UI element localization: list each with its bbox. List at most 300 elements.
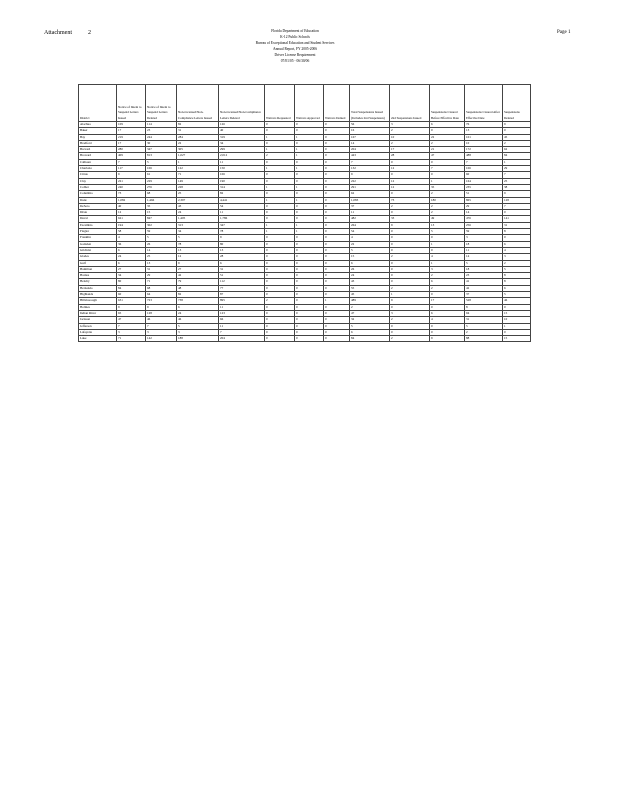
value-cell: 0: [265, 336, 295, 342]
value-cell: 0: [390, 159, 430, 165]
value-cell: 0: [503, 304, 531, 310]
value-cell: 621: [117, 216, 146, 222]
value-cell: 6: [219, 260, 265, 266]
value-cell: 0: [295, 140, 324, 146]
value-cell: 0: [295, 122, 324, 128]
value-cell: 1: [295, 222, 324, 228]
value-cell: 12: [117, 210, 146, 216]
value-cell: 0: [324, 310, 350, 316]
value-cell: 0: [503, 210, 531, 216]
value-cell: 528: [465, 298, 503, 304]
value-cell: 17: [117, 128, 146, 134]
value-cell: 46: [177, 317, 219, 323]
value-cell: 0: [390, 304, 430, 310]
value-cell: 2: [390, 285, 430, 291]
attachment-label: Attachment 2: [44, 30, 91, 36]
value-cell: 0: [265, 172, 295, 178]
district-cell: DeSoto: [79, 203, 117, 209]
district-cell: Hillsborough: [79, 298, 117, 304]
value-cell: 9: [430, 336, 465, 342]
value-cell: 0: [430, 247, 465, 253]
report-header: [220, 29, 370, 64]
value-cell: 106: [219, 172, 265, 178]
value-cell: 56: [350, 122, 390, 128]
value-cell: 23: [465, 273, 503, 279]
value-cell: 150: [219, 166, 265, 172]
value-cell: 188: [177, 336, 219, 342]
value-cell: 27: [177, 266, 219, 272]
value-cell: 2,012: [219, 153, 265, 159]
value-cell: 2: [390, 203, 430, 209]
district-cell: Jefferson: [79, 323, 117, 329]
value-cell: 58: [117, 229, 146, 235]
value-cell: 0: [324, 285, 350, 291]
value-cell: 0: [390, 191, 430, 197]
value-cell: 0: [295, 159, 324, 165]
value-cell: 0: [430, 292, 465, 298]
value-cell: 2: [430, 203, 465, 209]
value-cell: 22: [177, 140, 219, 146]
value-cell: 3: [390, 310, 430, 316]
value-cell: 164: [465, 178, 503, 184]
value-cell: 0: [265, 247, 295, 253]
district-cell: Indian River: [79, 310, 117, 316]
value-cell: 123: [219, 310, 265, 316]
value-cell: 10: [390, 134, 430, 140]
value-cell: 45: [503, 134, 531, 140]
district-cell: Hamilton: [79, 266, 117, 272]
value-cell: 0: [265, 279, 295, 285]
value-cell: 276: [146, 184, 177, 190]
value-cell: 1: [295, 184, 324, 190]
header-row: [79, 85, 531, 122]
value-cell: 1: [430, 178, 465, 184]
value-cell: 24: [177, 310, 219, 316]
district-cell: Collier: [79, 184, 117, 190]
district-cell: Broward: [79, 153, 117, 159]
value-cell: 15: [503, 310, 531, 316]
value-cell: 47: [117, 317, 146, 323]
value-cell: 46: [146, 317, 177, 323]
value-cell: 0: [390, 266, 430, 272]
value-cell: 2: [430, 273, 465, 279]
value-cell: 0: [503, 128, 531, 134]
value-cell: 0: [324, 147, 350, 153]
value-cell: 6: [350, 260, 390, 266]
value-cell: 29: [465, 203, 503, 209]
value-cell: 3: [430, 266, 465, 272]
value-cell: 0: [295, 172, 324, 178]
value-cell: 7: [219, 329, 265, 335]
value-cell: 4: [350, 235, 390, 241]
district-cell: Columbia: [79, 191, 117, 197]
value-cell: 443: [350, 153, 390, 159]
value-cell: 141: [503, 216, 531, 222]
value-cell: 1: [324, 298, 350, 304]
value-cell: 9: [503, 122, 531, 128]
value-cell: 0: [503, 329, 531, 335]
district-cell: Clay: [79, 178, 117, 184]
value-cell: 29: [146, 273, 177, 279]
value-cell: 264: [350, 222, 390, 228]
value-cell: 0: [390, 235, 430, 241]
value-cell: 0: [295, 235, 324, 241]
district-cell: Gadsden: [79, 241, 117, 247]
value-cell: 24: [117, 254, 146, 260]
value-cell: 0: [295, 329, 324, 335]
value-cell: 54: [219, 203, 265, 209]
value-cell: 0: [324, 184, 350, 190]
column-header: Suspensions Cleared After Effective Date: [465, 85, 503, 122]
value-cell: 16: [350, 128, 390, 134]
value-cell: 738: [177, 298, 219, 304]
value-cell: 87: [219, 292, 265, 298]
value-cell: 5: [146, 235, 177, 241]
value-cell: 219: [117, 134, 146, 140]
value-cell: 5: [465, 260, 503, 266]
value-cell: 9: [390, 298, 430, 304]
value-cell: 0: [295, 210, 324, 216]
value-cell: 0: [390, 279, 430, 285]
value-cell: 82: [177, 292, 219, 298]
value-cell: 6: [503, 285, 531, 291]
value-cell: 48: [177, 285, 219, 291]
district-cell: Duval: [79, 216, 117, 222]
value-cell: 24: [177, 210, 219, 216]
value-cell: 0: [295, 178, 324, 184]
value-cell: 0: [265, 241, 295, 247]
value-cell: 8: [503, 229, 531, 235]
value-cell: 43: [177, 203, 219, 209]
value-cell: 2: [503, 260, 531, 266]
value-cell: 1,083: [350, 197, 390, 203]
value-cell: 36: [117, 241, 146, 247]
value-cell: 3: [117, 329, 146, 335]
value-cell: 0: [430, 159, 465, 165]
value-cell: 35: [430, 184, 465, 190]
value-cell: 1,405: [177, 216, 219, 222]
value-cell: 0: [324, 122, 350, 128]
value-cell: 865: [465, 197, 503, 203]
value-cell: 41: [465, 279, 503, 285]
value-cell: 35: [146, 203, 177, 209]
page-number: Page 1: [557, 30, 571, 35]
value-cell: 1: [295, 166, 324, 172]
value-cell: 34: [219, 140, 265, 146]
value-cell: 0: [324, 134, 350, 140]
district-cell: Bradford: [79, 140, 117, 146]
value-cell: 0: [390, 172, 430, 178]
value-cell: 54: [350, 229, 390, 235]
value-cell: 1,082: [117, 197, 146, 203]
value-cell: 2: [265, 298, 295, 304]
column-header: Total Suspensions Issued (Includes 2nd Suspension): [350, 85, 390, 122]
column-header: 2nd Suspensions Issued: [390, 85, 430, 122]
value-cell: 9: [390, 222, 430, 228]
value-cell: 71: [146, 279, 177, 285]
value-cell: 10: [465, 140, 503, 146]
value-cell: 2: [465, 329, 503, 335]
value-cell: 126: [219, 122, 265, 128]
report-table: [78, 84, 531, 342]
value-cell: 204: [219, 336, 265, 342]
value-cell: 132: [350, 166, 390, 172]
value-cell: 40: [219, 128, 265, 134]
value-cell: 5: [146, 159, 177, 165]
district-cell: Bay: [79, 134, 117, 140]
value-cell: 25: [503, 178, 531, 184]
value-cell: 42: [177, 273, 219, 279]
value-cell: 895: [219, 298, 265, 304]
value-cell: 101: [465, 134, 503, 140]
value-cell: 5: [177, 235, 219, 241]
value-cell: 0: [265, 329, 295, 335]
value-cell: 6: [430, 279, 465, 285]
value-cell: 0: [265, 266, 295, 272]
value-cell: 0: [295, 254, 324, 260]
value-cell: 7: [465, 159, 503, 165]
header-line: Bureau of Exceptional Education and Student Services: [255, 40, 335, 45]
value-cell: 240: [117, 184, 146, 190]
value-cell: 0: [324, 172, 350, 178]
value-cell: 1: [503, 323, 531, 329]
value-cell: 222: [350, 178, 390, 184]
column-header: Waivers Approved: [295, 85, 324, 122]
value-cell: 6: [503, 241, 531, 247]
value-cell: 22: [350, 241, 390, 247]
value-cell: 1: [295, 197, 324, 203]
value-cell: 1: [295, 134, 324, 140]
value-cell: 0: [295, 323, 324, 329]
value-cell: 0: [265, 140, 295, 146]
value-cell: 813: [146, 153, 177, 159]
value-cell: 1: [430, 260, 465, 266]
value-cell: 122: [177, 166, 219, 172]
value-cell: 15: [146, 210, 177, 216]
value-cell: 13: [465, 128, 503, 134]
value-cell: 0: [324, 229, 350, 235]
value-cell: 5: [430, 229, 465, 235]
value-cell: 25: [146, 254, 177, 260]
value-cell: 1: [265, 134, 295, 140]
value-cell: 4: [117, 235, 146, 241]
value-cell: 0: [295, 292, 324, 298]
value-cell: 2: [265, 153, 295, 159]
value-cell: 5: [503, 266, 531, 272]
value-cell: 7: [350, 159, 390, 165]
district-cell: Flagler: [79, 229, 117, 235]
value-cell: 0: [324, 260, 350, 266]
value-cell: 2: [430, 210, 465, 216]
value-cell: 0: [295, 317, 324, 323]
value-cell: 0: [324, 216, 350, 222]
value-cell: 12: [390, 178, 430, 184]
value-cell: 1: [177, 159, 219, 165]
value-cell: 0: [324, 329, 350, 335]
value-cell: 0: [390, 210, 430, 216]
value-cell: 0: [324, 203, 350, 209]
value-cell: 489: [350, 298, 390, 304]
district-cell: Escambia: [79, 222, 117, 228]
value-cell: 0: [295, 260, 324, 266]
value-cell: 0: [265, 128, 295, 134]
value-cell: 71: [117, 336, 146, 342]
district-cell: Glades: [79, 254, 117, 260]
value-cell: 142: [146, 336, 177, 342]
value-cell: 305: [177, 147, 219, 153]
value-cell: 82: [177, 122, 219, 128]
value-cell: 280: [117, 147, 146, 153]
value-cell: 347: [146, 147, 177, 153]
district-cell: Gulf: [79, 260, 117, 266]
value-cell: 0: [265, 254, 295, 260]
value-cell: 49: [430, 216, 465, 222]
value-cell: 0: [324, 197, 350, 203]
district-cell: Hardee: [79, 273, 117, 279]
value-cell: 0: [324, 166, 350, 172]
district-cell: Jackson: [79, 317, 117, 323]
value-cell: 2: [390, 336, 430, 342]
value-cell: 0: [295, 241, 324, 247]
value-cell: 10: [503, 317, 531, 323]
value-cell: 61: [146, 172, 177, 178]
value-cell: 45: [350, 292, 390, 298]
value-cell: 291: [350, 184, 390, 190]
value-cell: 2: [430, 191, 465, 197]
value-cell: 0: [295, 216, 324, 222]
value-cell: 21: [430, 147, 465, 153]
value-cell: 1: [430, 241, 465, 247]
value-cell: 6: [117, 260, 146, 266]
value-cell: 190: [219, 178, 265, 184]
value-cell: 13: [219, 247, 265, 253]
value-cell: 0: [324, 222, 350, 228]
column-header: Non-Licensed/Non-Compliance Letters Issued: [177, 85, 219, 122]
value-cell: 0: [430, 304, 465, 310]
value-cell: 2: [430, 140, 465, 146]
value-cell: 2: [390, 140, 430, 146]
value-cell: 723: [146, 298, 177, 304]
value-cell: 0: [295, 128, 324, 134]
value-cell: 7: [430, 166, 465, 172]
value-cell: 13: [146, 260, 177, 266]
value-cell: 4: [503, 247, 531, 253]
value-cell: 12: [390, 184, 430, 190]
district-cell: Citrus: [79, 172, 117, 178]
value-cell: 0: [265, 317, 295, 323]
value-cell: 0: [324, 235, 350, 241]
value-cell: 0: [324, 279, 350, 285]
value-cell: 15: [503, 336, 531, 342]
value-cell: 82: [219, 191, 265, 197]
value-cell: 18: [465, 266, 503, 272]
value-cell: 9: [219, 235, 265, 241]
value-cell: 84: [350, 336, 390, 342]
value-cell: 31: [146, 266, 177, 272]
value-cell: 128: [503, 197, 531, 203]
value-cell: 32: [350, 317, 390, 323]
column-header: Notice of Intent to Suspend Letters Issued: [117, 85, 146, 122]
value-cell: 14: [350, 140, 390, 146]
district-cell: Lake: [79, 336, 117, 342]
value-cell: 0: [295, 247, 324, 253]
value-cell: 0: [295, 298, 324, 304]
value-cell: 112: [219, 279, 265, 285]
value-cell: 0: [324, 336, 350, 342]
value-cell: 59: [146, 229, 177, 235]
value-cell: 78: [177, 241, 219, 247]
value-cell: 0: [430, 323, 465, 329]
value-cell: 37: [465, 292, 503, 298]
value-cell: 7: [117, 159, 146, 165]
value-cell: 73: [390, 197, 430, 203]
value-cell: 0: [324, 254, 350, 260]
value-cell: 24: [350, 273, 390, 279]
value-cell: 13: [177, 247, 219, 253]
value-cell: 9: [117, 172, 146, 178]
value-cell: 14: [465, 210, 503, 216]
value-cell: 0: [295, 310, 324, 316]
value-cell: 114: [146, 122, 177, 128]
value-cell: 28: [390, 153, 430, 159]
value-cell: 23: [146, 128, 177, 134]
value-cell: 0: [324, 128, 350, 134]
value-cell: 0: [265, 235, 295, 241]
value-cell: 1: [265, 222, 295, 228]
value-cell: 409: [117, 153, 146, 159]
value-cell: 3: [177, 329, 219, 335]
value-cell: 476: [465, 216, 503, 222]
column-header: Suspensions Deleted: [503, 85, 531, 122]
value-cell: 42: [465, 285, 503, 291]
value-cell: 28: [219, 254, 265, 260]
column-header: Suspensions Cleared Before Effective Date: [430, 85, 465, 122]
value-cell: 0: [265, 304, 295, 310]
value-cell: 11: [219, 159, 265, 165]
value-cell: 180: [430, 197, 465, 203]
value-cell: 62: [503, 147, 531, 153]
value-cell: 55: [350, 285, 390, 291]
value-cell: 64: [146, 292, 177, 298]
value-cell: 8: [503, 273, 531, 279]
value-cell: 94: [465, 310, 503, 316]
value-cell: 0: [390, 323, 430, 329]
value-cell: 0: [324, 304, 350, 310]
value-cell: 106: [146, 166, 177, 172]
value-cell: 0: [430, 128, 465, 134]
header-line: 07/01/05 - 06/30/06: [280, 58, 310, 63]
value-cell: 313: [177, 222, 219, 228]
value-cell: 80: [219, 241, 265, 247]
value-cell: 78: [219, 229, 265, 235]
value-cell: 9: [117, 304, 146, 310]
value-cell: 8: [465, 304, 503, 310]
value-cell: 1,786: [219, 216, 265, 222]
value-cell: 0: [324, 191, 350, 197]
value-cell: 167: [350, 134, 390, 140]
value-cell: 84: [117, 285, 146, 291]
district-cell: Dixie: [79, 210, 117, 216]
value-cell: 51: [465, 191, 503, 197]
value-cell: 7: [503, 172, 531, 178]
district-cell: Hernando: [79, 285, 117, 291]
value-cell: 194: [117, 222, 146, 228]
value-cell: 66: [219, 317, 265, 323]
value-cell: 0: [295, 203, 324, 209]
value-cell: 33: [390, 216, 430, 222]
district-cell: Dade: [79, 197, 117, 203]
district-cell: Hendry: [79, 279, 117, 285]
